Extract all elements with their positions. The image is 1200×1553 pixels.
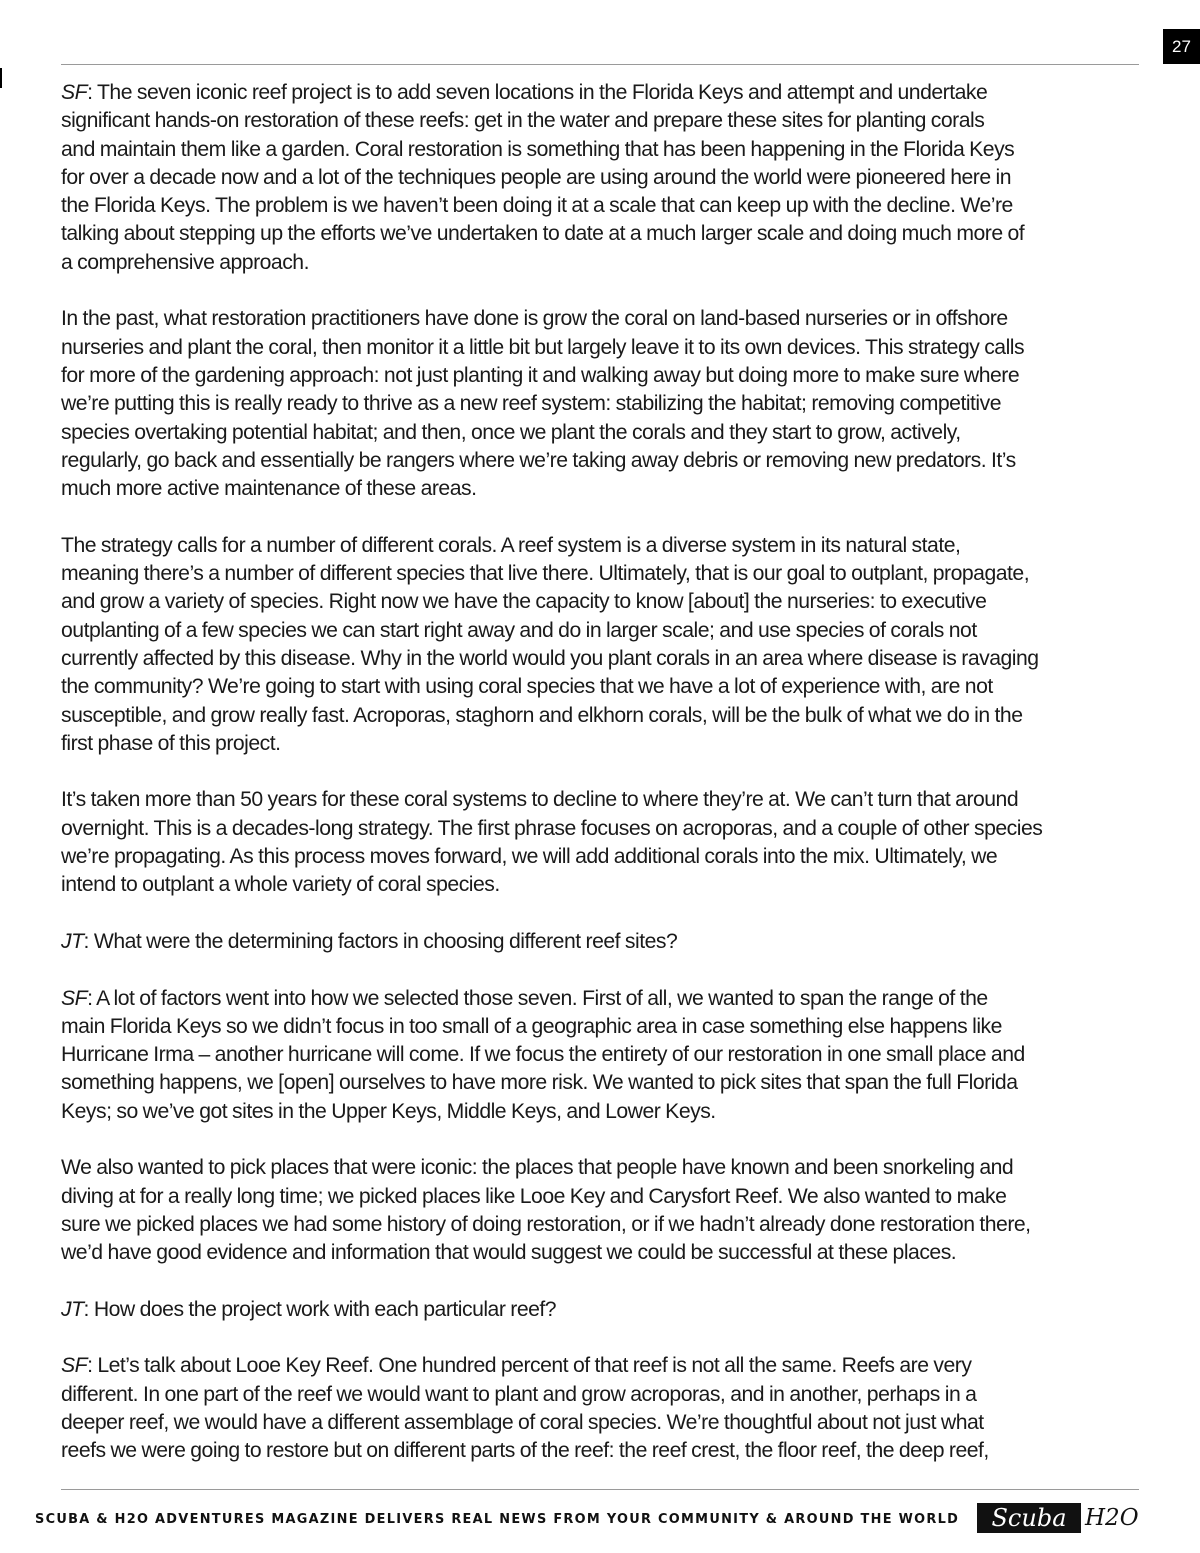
text-line: meaning there’s a number of different species that live there. Ultimately, that is our goal to outplant, propagate,	[61, 562, 1030, 586]
text-line: and maintain them like a garden. Coral restoration is something that has been happening in the Florida Keys	[61, 137, 1015, 161]
text-line: deeper reef, we would have a different assemblage of coral species. We’re thoughtful about not just what	[61, 1410, 984, 1434]
text-line: Keys; so we’ve got sites in the Upper Keys, Middle Keys, and Lower Keys.	[61, 1099, 716, 1123]
text-line: for more of the gardening approach: not just planting it and walking away but doing more to make sure where	[61, 363, 1020, 387]
text-line: sure we picked places we had some history of doing restoration, or if we hadn’t already done restoration there,	[61, 1212, 1031, 1236]
footer-tagline: SCUBA & H2O ADVENTURES MAGAZINE DELIVERS REAL NEWS FROM YOUR COMMUNITY & AROUND THE WORLD	[35, 1512, 960, 1527]
text-line: first phase of this project.	[61, 731, 281, 755]
text-line: we’re putting this is really ready to thrive as a new reef system: stabilizing the habitat; removing competitive	[61, 392, 1002, 416]
paragraph	[61, 928, 1141, 956]
text-line: the Florida Keys. The problem is we haven’t been doing it at a scale that can keep up with the decline. We’re	[61, 194, 1013, 218]
logo-h2o-wordmark: H2O	[1085, 1505, 1139, 1531]
text-line: We also wanted to pick places that were iconic: the places that people have known and been snorkeling and	[61, 1156, 1014, 1180]
text-line: JT: What were the determining factors in choosing different reef sites?	[61, 929, 678, 953]
text-line: the community? We’re going to start with using coral species that we have a lot of experience with, are not	[61, 675, 993, 699]
text-line: Hurricane Irma – another hurricane will come. If we focus the entirety of our restoration in one small place and	[61, 1043, 1025, 1067]
text-line: diving at for a really long time; we picked places like Looe Key and Carysfort Reef. We also wanted to make	[61, 1184, 1007, 1208]
text-line: we’d have good evidence and information that would suggest we could be successful at these places.	[61, 1241, 957, 1265]
text-line: The strategy calls for a number of different corals. A reef system is a diverse system in its natural state,	[61, 533, 961, 557]
paragraph	[61, 786, 1141, 899]
paragraph	[61, 1296, 1141, 1324]
text-line: In the past, what restoration practitioners have done is grow the coral on land-based nurseries or in offshore	[61, 307, 1008, 331]
text-line: overnight. This is a decades-long strategy. The first phrase focuses on acroporas, and a couple of other species	[61, 816, 1043, 840]
paragraph	[61, 1154, 1141, 1267]
text-line: nurseries and plant the coral, then monitor it a little bit but largely leave it to its own devices. This strategy calls	[61, 335, 1025, 359]
text-line: significant hands-on restoration of these reefs: get in the water and prepare these sites for planting corals	[61, 109, 985, 133]
text-line: currently affected by this disease. Why in the world would you plant corals in an area where disease is ravaging	[61, 646, 1039, 670]
text-line: something happens, we [open] ourselves to have more risk. We wanted to pick sites that span the full Florida	[61, 1071, 1018, 1095]
text-line: regularly, go back and essentially be rangers where we’re taking away debris or removing new predators. It’s	[61, 448, 1016, 472]
page-number: 27	[1163, 29, 1200, 64]
text-line: intend to outplant a whole variety of coral species.	[61, 873, 500, 897]
margin-tick	[0, 68, 2, 88]
text-line: SF: The seven iconic reef project is to add seven locations in the Florida Keys and attempt and undertake	[61, 81, 988, 104]
paragraph	[61, 1352, 1141, 1465]
scuba-h2o-logo	[977, 1503, 1142, 1533]
speaker-initials: JT	[61, 929, 84, 953]
paragraph	[61, 985, 1141, 1126]
speaker-initials: SF	[61, 986, 88, 1010]
text-line: JT: How does the project work with each particular reef?	[61, 1297, 557, 1321]
text-line: SF: Let’s talk about Looe Key Reef. One hundred percent of that reef is not all the same. Reefs are very	[61, 1354, 972, 1378]
text-line: much more active maintenance of these areas.	[61, 477, 477, 501]
text-line: for over a decade now and a lot of the techniques people are using around the world were pioneered here in	[61, 165, 1011, 189]
logo-scuba-wordmark: Scuba	[977, 1503, 1081, 1533]
text-line: outplanting of a few species we can start right away and do in larger scale; and use species of corals not	[61, 618, 977, 642]
top-rule	[61, 64, 1139, 65]
paragraph	[61, 532, 1141, 758]
text-line: a comprehensive approach.	[61, 250, 309, 274]
text-line: reefs we were going to restore but on different parts of the reef: the reef crest, the floor reef, the deep reef,	[61, 1439, 989, 1463]
text-line: different. In one part of the reef we would want to plant and grow acroporas, and in another, perhaps in a	[61, 1382, 977, 1406]
bottom-rule	[61, 1489, 1139, 1490]
paragraph	[61, 79, 1141, 277]
speaker-initials: JT	[61, 1297, 84, 1321]
text-line: SF: A lot of factors went into how we selected those seven. First of all, we wanted to span the range of the	[61, 986, 988, 1010]
text-line: susceptible, and grow really fast. Acroporas, staghorn and elkhorn corals, will be the bulk of what we do in the	[61, 703, 1023, 727]
article-body	[61, 79, 1141, 1466]
text-line: It’s taken more than 50 years for these coral systems to decline to where they’re at. We can’t turn that around	[61, 788, 1019, 812]
speaker-initials: SF	[61, 1354, 88, 1378]
text-line: and grow a variety of species. Right now we have the capacity to know [about] the nurseries: to executive	[61, 590, 987, 614]
paragraph	[61, 305, 1141, 503]
text-line: main Florida Keys so we didn’t focus in too small of a geographic area in case something else happens like	[61, 1014, 1002, 1038]
text-line: talking about stepping up the efforts we’ve undertaken to date at a much larger scale and doing much more of	[61, 222, 1025, 246]
speaker-initials: SF	[61, 81, 88, 104]
text-line: we’re propagating. As this process moves forward, we will add additional corals into the mix. Ultimately, we	[61, 845, 998, 869]
text-line: species overtaking potential habitat; and then, once we plant the corals and they start to grow, actively,	[61, 420, 961, 444]
